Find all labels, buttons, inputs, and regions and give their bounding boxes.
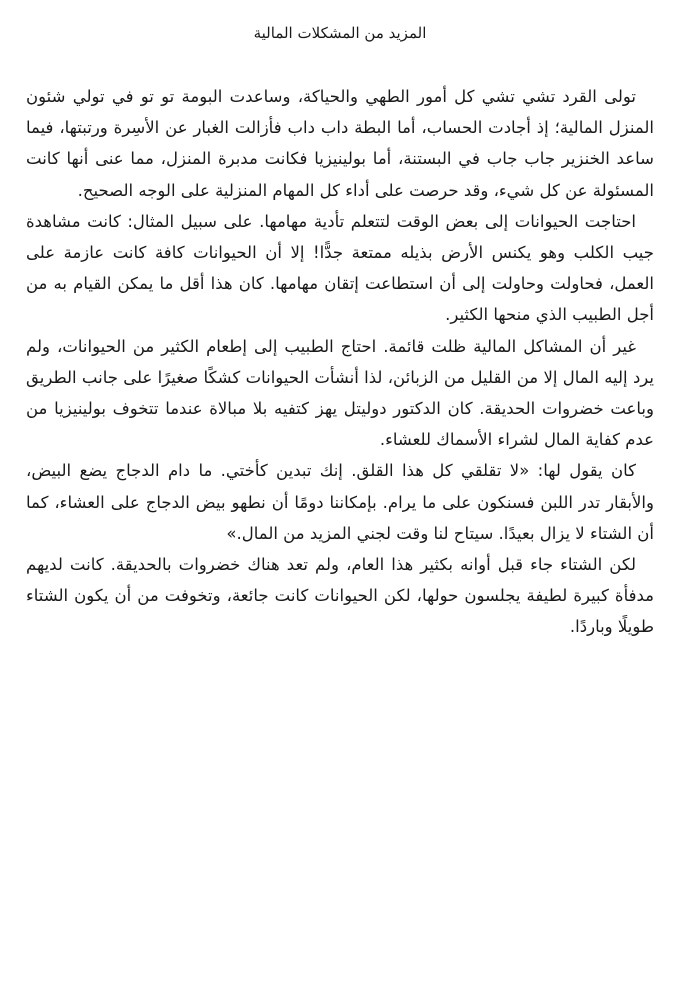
body-text bbox=[26, 81, 654, 643]
paragraph-2: احتاجت الحيوانات إلى بعض الوقت لتتعلم تأدية مهامها. على سبيل المثال: كانت مشاهدة جيب الكلب وهو يكنس الأرض بذيله ممتعة جدًّا! إلا أن الحيوانات كافة كانت عازمة على العمل، فحاولت وحاولت إلى أن استطاعت إتقان مهامها. كان هذا أقل ما يمكن القيام به من أجل الطبيب الذي منحها الكثير. bbox=[26, 211, 654, 325]
paragraph-3: غير أن المشاكل المالية ظلت قائمة. احتاج الطبيب إلى إطعام الكثير من الحيوانات، ولم يرد إليه المال إلا من القليل من الزبائن، لذا أنشأت الحيوانات كشكًا صغيرًا على جانب الطريق وباعت خضروات الحديقة. كان الدكتور دوليتل يهز كتفيه بلا مبالاة عندما تتخوف بولينيزيا من عدم كفاية المال لشراء الأسماك للعشاء. bbox=[26, 336, 654, 450]
page-header-title: المزيد من المشكلات المالية bbox=[253, 24, 427, 42]
paragraph-4: كان يقول لها: «لا تقلقي كل هذا القلق. إنك تبدين كأختي. ما دام الدجاج يضع البيض، والأبقار تدر اللبن فسنكون على ما يرام. بإمكاننا دومًا أن نطهو بيض الدجاج على العشاء، كما أن الشتاء لا يزال بعيدًا. سيتاح لنا وقت لجني المزيد من المال.» bbox=[26, 461, 654, 543]
paragraph-1: تولى القرد تشي تشي كل أمور الطهي والحياكة، وساعدت البومة تو تو في تولي شئون المنزل المالية؛ إذ أجادت الحساب، أما البطة داب داب فأزالت الغبار عن الأسِرة ورتبتها، فيما ساعد الخنزير جاب جاب في البستنة، أما بولينيزيا فكانت مدبرة المنزل، مما عنى أنها كانت المسئولة عن كل شيء، وقد حرصت على أداء كل المهام المنزلية على الوجه الصحيح. bbox=[26, 87, 654, 200]
paragraph-5: لكن الشتاء جاء قبل أوانه بكثير هذا العام، ولم تعد هناك خضروات بالحديقة. كانت لديهم مدفأة كبيرة لطيفة يجلسون حولها، لكن الحيوانات كانت جائعة، وتخوفت من أن يكون الشتاء طويلًا وباردًا. bbox=[26, 555, 654, 637]
